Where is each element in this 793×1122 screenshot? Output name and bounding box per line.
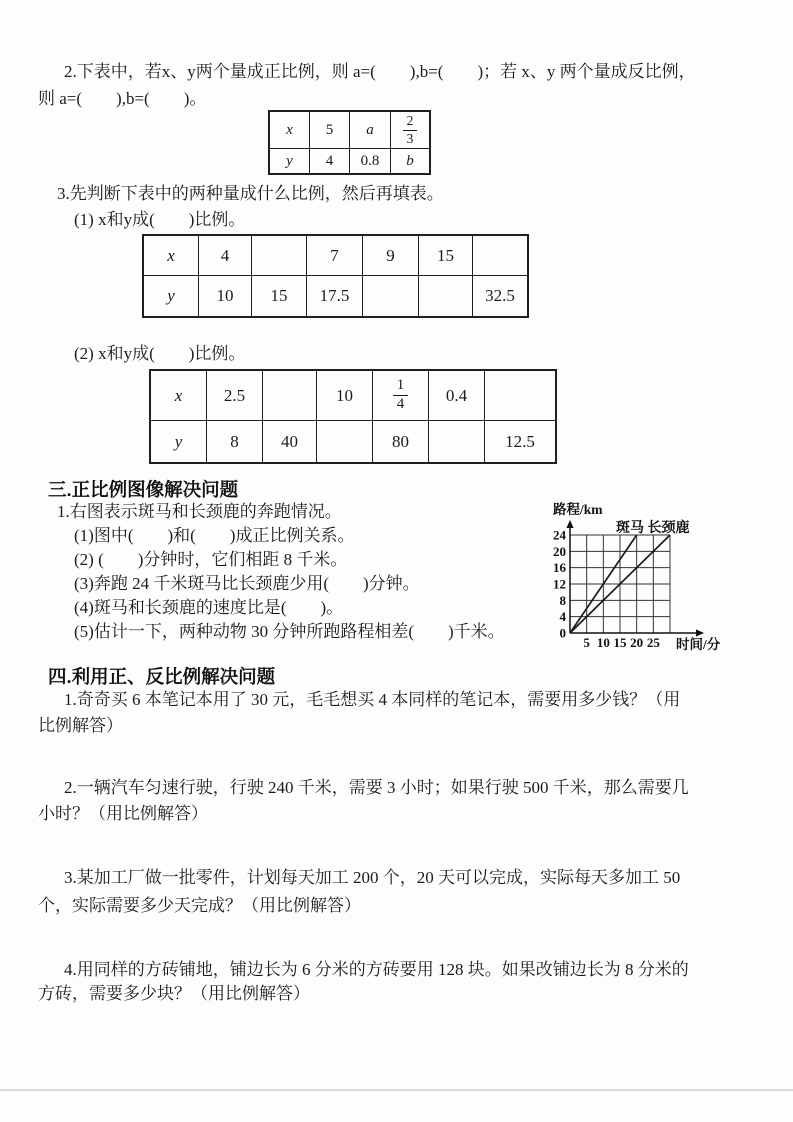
q3-table2 [150,370,556,463]
table-cell: 4 [310,149,350,174]
s4-q2-line2: 小时？（用比例解答） [38,804,208,823]
table-cell: 40 [263,421,317,463]
q3-title: 3.先判断下表中的两种量成什么比例，然后再填表。 [57,184,444,203]
table-cell [252,236,307,276]
series-labels: 斑马 长颈鹿 [616,521,690,536]
s3-sub3: (3)奔跑 24 千米斑马比长颈鹿少用( )分钟。 [74,574,420,593]
fraction: $\frac{2}{3}$ [403,114,418,145]
y-tick-0: 0 [559,625,566,641]
table-cell: 0.4 [429,371,485,421]
table-cell: 8 [207,421,263,463]
table-cell: 32.5 [473,276,528,317]
table-cell [263,371,317,421]
table-cell: y [151,421,207,463]
fraction: $\frac{1}{4}$ [393,378,409,413]
q2-text-line2: 则 a=( ),b=( )。 [38,89,207,108]
table-cell: 9 [363,236,419,276]
y-tick-12: 12 [553,576,566,592]
table-cell: 5 [310,112,350,149]
table-cell: a [350,112,391,149]
table-cell: 17.5 [307,276,363,317]
s3-sub1: (1)图中( )和( )成正比例关系。 [74,526,355,545]
table-cell: 2.5 [207,371,263,421]
table-cell: y [144,276,199,317]
page-bottom-divider [0,1089,793,1091]
table-cell [419,276,473,317]
table-cell: 15 [252,276,307,317]
q2-table [269,111,430,174]
table-cell: 15 [419,236,473,276]
s4-q3-line1: 3.某加工厂做一批零件，计划每天加工 200 个，20 天可以完成，实际每天多加工 50 [64,868,681,887]
table-cell: x [270,112,310,149]
table-cell: x [144,236,199,276]
table-cell: x [151,371,207,421]
table-cell: y [270,149,310,174]
table-cell [317,421,373,463]
s3-intro: 1.右图表示斑马和长颈鹿的奔跑情况。 [57,502,342,521]
section-four-header: 四.利用正、反比例解决问题 [48,666,276,687]
s4-q4-line2: 方砖，需要多少块？（用比例解答） [38,984,310,1003]
s3-sub4: (4)斑马和长颈鹿的速度比是( )。 [74,598,344,617]
s4-q1-line2: 比例解答） [38,716,123,735]
table-cell: 4 [199,236,252,276]
table-cell [363,276,419,317]
y-tick-16: 16 [553,560,566,576]
section-three-header: 三.正比例图像解决问题 [48,479,239,500]
x-tick-15: 15 [613,635,627,650]
table-cell: b [391,149,430,174]
y-tick-20: 20 [553,543,566,559]
table-cell: 0.8 [350,149,391,174]
q3-table1 [143,235,528,317]
s4-q1-line1: 1.奇奇买 6 本笔记本用了 30 元，毛毛想买 4 本同样的笔记本，需要用多少钱？（用 [64,690,681,709]
table-cell: 10 [317,371,373,421]
q2-text-line1: 2.下表中，若x、y两个量成正比例，则 a=( ),b=( )；若 x、y 两个量成反比例， [64,62,696,81]
x-axis-label: 时间/分 [676,637,721,652]
table-cell: 10 [199,276,252,317]
q3-part1-label: (1) x和y成( )比例。 [74,210,246,229]
x-tick-20: 20 [630,635,644,650]
y-tick-4: 4 [559,609,566,625]
table-cell: 12.5 [485,421,556,463]
table-cell: 80 [373,421,429,463]
table-cell [473,236,528,276]
s3-sub5: (5)估计一下，两种动物 30 分钟所跑路程相差( )千米。 [74,622,505,641]
x-tick-25: 25 [646,635,660,650]
s3-sub2: (2) ( )分钟时，它们相距 8 千米。 [74,550,348,569]
table-cell [391,112,430,149]
x-tick-10: 10 [596,635,610,650]
q3-part2-label: (2) x和y成( )比例。 [74,344,246,363]
table-cell [373,371,429,421]
s4-q3-line2: 个，实际需要多少天完成？（用比例解答） [38,896,361,915]
s4-q4-line1: 4.用同样的方砖铺地，铺边长为 6 分米的方砖要用 128 块。如果改铺边长为 8 分米的 [64,960,689,979]
y-tick-8: 8 [559,592,566,608]
distance-time-chart [543,496,778,660]
x-tick-5: 5 [583,635,590,650]
table-cell: 7 [307,236,363,276]
table-cell [429,421,485,463]
y-axis-label: 路程/km [553,502,603,517]
s4-q2-line1: 2.一辆汽车匀速行驶，行驶 240 千米，需要 3 小时；如果行驶 500 千米，那么需要几 [64,778,689,797]
y-tick-24: 24 [553,527,566,543]
table-cell [485,371,556,421]
